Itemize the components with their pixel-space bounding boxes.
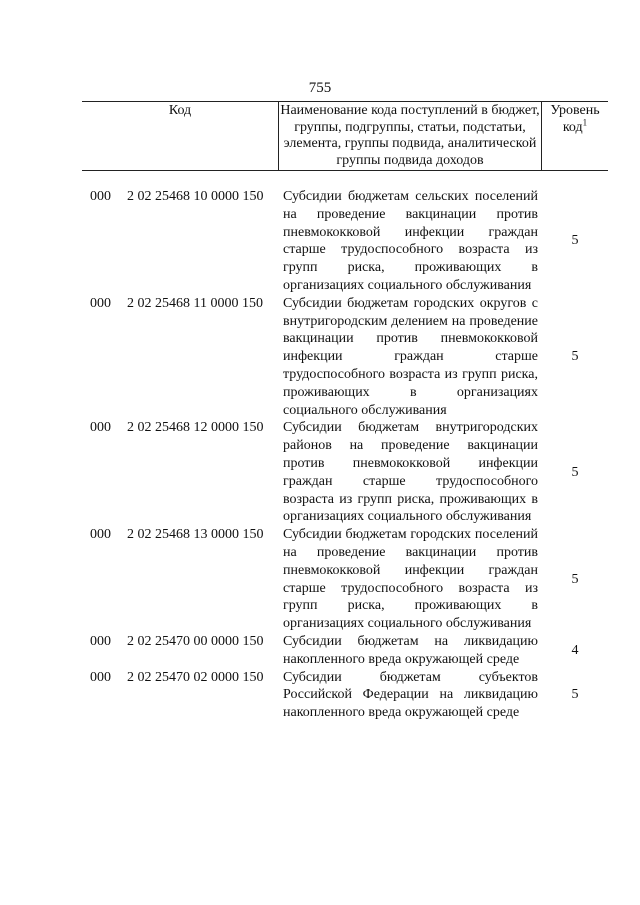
row-level: 5 <box>571 464 579 480</box>
header-name: Наименование кода поступлений в бюджет, группы, подгруппы, статьи, подстатьи, элемента, группы подвида, аналитической группы подвида доходов <box>278 102 542 170</box>
row-admin-code: 000 <box>90 420 111 436</box>
row-code: 2 02 25468 12 0000 150 <box>127 420 264 436</box>
row-admin-code: 000 <box>90 669 111 685</box>
row-level: 5 <box>571 349 579 365</box>
header-code: Код <box>168 103 192 118</box>
row-admin-code: 000 <box>90 527 111 543</box>
header-level-label: Уровень код <box>550 103 600 135</box>
revenue-codes-table <box>82 101 608 721</box>
table-row <box>82 526 608 633</box>
table-row <box>82 633 608 669</box>
row-code: 2 02 25468 11 0000 150 <box>127 295 263 311</box>
row-code: 2 02 25468 13 0000 150 <box>127 527 264 543</box>
row-code: 2 02 25470 00 0000 150 <box>127 633 264 649</box>
table-row <box>82 188 608 295</box>
table-body <box>82 188 608 722</box>
row-level: 5 <box>571 233 579 249</box>
row-level: 5 <box>571 687 579 703</box>
row-name: Субсидии бюджетам внутригородских районов на проведение вакцинации против пневмококковой инфекции граждан старше трудоспособного возраста из групп риска, проживающих в организациях социального обслуживания <box>283 420 538 525</box>
row-name: Субсидии бюджетам сельских поселений на проведение вакцинации против пневмококковой инфекции граждан старше трудоспособного возраста из групп риска, проживающих в организациях социального обслуживания <box>283 189 538 293</box>
header-level-footnote: 1 <box>582 116 588 127</box>
row-code: 2 02 25470 02 0000 150 <box>127 669 264 685</box>
table-row <box>82 669 608 722</box>
row-name: Субсидии бюджетам городских округов с внутригородским делением на проведение вакцинации против пневмококковой инфекции граждан старше трудоспособного возраста из групп риска, проживающих в организациях социального обслуживания <box>283 295 538 418</box>
header-level <box>542 102 608 171</box>
row-admin-code: 000 <box>90 295 111 311</box>
row-level: 5 <box>571 571 579 587</box>
row-admin-code: 000 <box>90 189 111 204</box>
table-header <box>82 101 608 171</box>
page-number: 755 <box>308 80 332 96</box>
table-row <box>82 419 608 526</box>
row-name: Субсидии бюджетам городских поселений на проведение вакцинации против пневмококковой инфекции граждан старше трудоспособного возраста из групп риска, проживающих в организациях социального обслуживания <box>283 527 538 632</box>
table-row <box>82 295 608 420</box>
row-admin-code: 000 <box>90 633 111 649</box>
row-level: 4 <box>571 642 579 658</box>
row-name: Субсидии бюджетам на ликвидацию накопленного вреда окружающей среде <box>283 633 538 667</box>
row-name: Субсидии бюджетам субъектов Российской Федерации на ликвидацию накопленного вреда окружающей среде <box>283 669 538 721</box>
row-code: 2 02 25468 10 0000 150 <box>127 189 264 204</box>
